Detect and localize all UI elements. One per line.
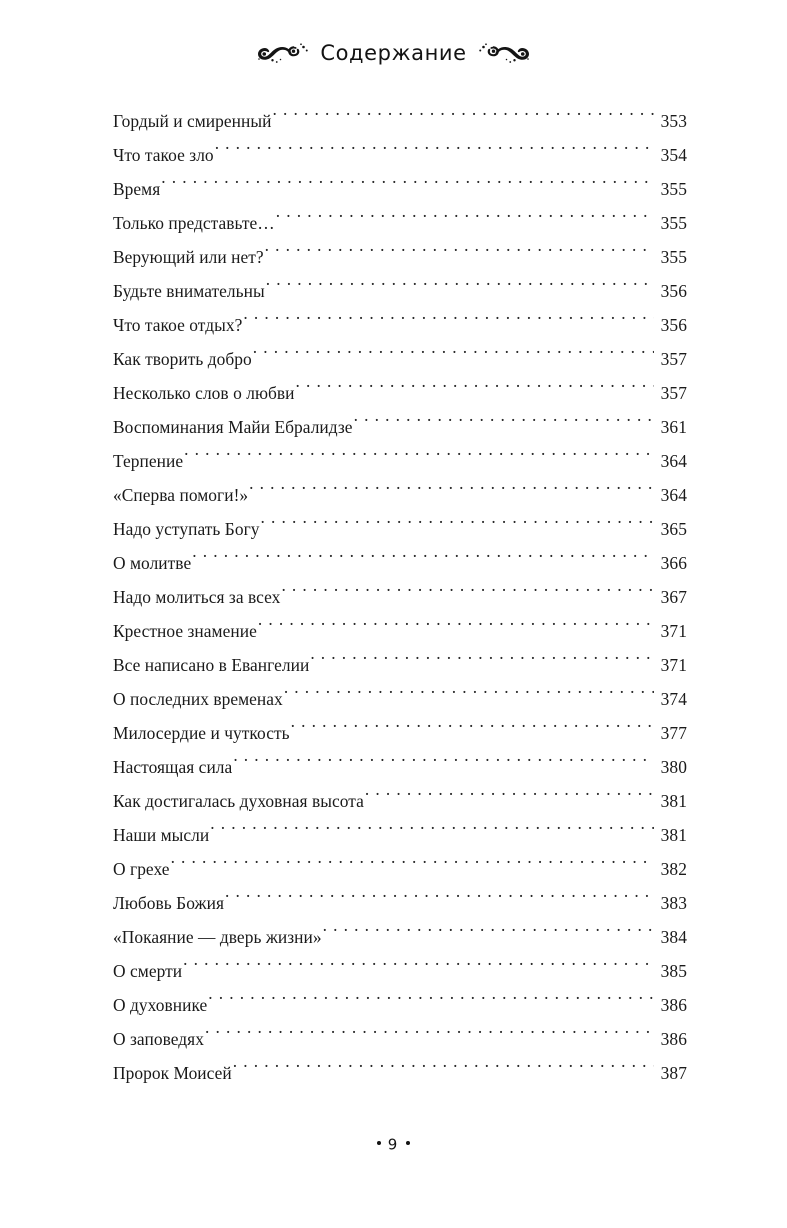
toc-entry-page-number: 386 — [660, 995, 687, 1015]
toc-leader-dots — [215, 143, 654, 161]
toc-entry-page-number: 355 — [660, 213, 687, 233]
page-header — [0, 30, 787, 76]
toc-entry-page-number: 356 — [660, 315, 687, 335]
toc-entry-title: О духовнике — [113, 995, 208, 1015]
toc-entry-page-number: 382 — [660, 859, 687, 879]
toc-entry-page-number: 371 — [660, 621, 687, 641]
toc-entry[interactable] — [113, 512, 687, 546]
toc-entry-page-number: 353 — [660, 111, 687, 131]
toc-entry[interactable] — [113, 920, 687, 954]
toc-entry[interactable] — [113, 1022, 687, 1056]
toc-entry-page-number: 364 — [660, 485, 687, 505]
toc-entry-title: О грехе — [113, 859, 170, 879]
toc-entry-page-number: 377 — [660, 723, 687, 743]
toc-entry[interactable] — [113, 1056, 687, 1090]
toc-entry-title: О последних временах — [113, 689, 283, 709]
toc-entry-title: Милосердие и чуткость — [113, 723, 290, 743]
toc-leader-dots — [210, 823, 654, 841]
table-of-contents — [113, 104, 687, 1090]
toc-entry-page-number: 357 — [660, 383, 687, 403]
toc-entry[interactable] — [113, 104, 687, 138]
toc-leader-dots — [233, 755, 654, 773]
toc-entry[interactable] — [113, 410, 687, 444]
toc-entry-page-number: 366 — [660, 553, 687, 573]
toc-leader-dots — [192, 551, 654, 569]
toc-leader-dots — [253, 347, 654, 365]
toc-entry-title: О смерти — [113, 961, 183, 981]
toc-leader-dots — [272, 109, 654, 127]
toc-entry-page-number: 385 — [660, 961, 687, 981]
toc-entry[interactable] — [113, 240, 687, 274]
flourish-ornament-right-icon — [478, 41, 530, 65]
toc-entry-page-number: 354 — [660, 145, 687, 165]
toc-entry[interactable] — [113, 886, 687, 920]
toc-entry[interactable] — [113, 546, 687, 580]
toc-entry-title: Верующий или нет? — [113, 247, 264, 267]
toc-leader-dots — [205, 1027, 654, 1045]
toc-leader-dots — [281, 585, 654, 603]
toc-entry-title: Пророк Моисей — [113, 1063, 232, 1083]
toc-entry-title: Несколько слов о любви — [113, 383, 295, 403]
toc-leader-dots — [161, 177, 654, 195]
toc-entry-title: О заповедях — [113, 1029, 204, 1049]
toc-entry-title: Воспоминания Майи Ебралидзе — [113, 417, 353, 437]
toc-entry-title: Что такое отдых? — [113, 315, 243, 335]
toc-leader-dots — [365, 789, 654, 807]
toc-leader-dots — [296, 381, 654, 399]
toc-entry[interactable] — [113, 682, 687, 716]
toc-entry[interactable] — [113, 648, 687, 682]
toc-entry-title: Наши мысли — [113, 825, 210, 845]
toc-entry-page-number: 371 — [660, 655, 687, 675]
toc-leader-dots — [233, 1061, 654, 1079]
toc-leader-dots — [258, 619, 654, 637]
toc-leader-dots — [183, 959, 654, 977]
toc-entry-page-number: 374 — [660, 689, 687, 709]
toc-leader-dots — [265, 245, 654, 263]
toc-entry-title: Надо молиться за всех — [113, 587, 281, 607]
toc-entry[interactable] — [113, 376, 687, 410]
toc-entry[interactable] — [113, 308, 687, 342]
toc-entry-title: Как достигалась духовная высота — [113, 791, 364, 811]
toc-entry[interactable] — [113, 342, 687, 376]
toc-entry-page-number: 355 — [660, 247, 687, 267]
page-footer — [0, 1135, 787, 1154]
toc-entry[interactable] — [113, 784, 687, 818]
toc-leader-dots — [354, 415, 654, 433]
toc-entry-page-number: 384 — [660, 927, 687, 947]
toc-entry[interactable] — [113, 716, 687, 750]
toc-entry-title: Терпение — [113, 451, 184, 471]
toc-leader-dots — [208, 993, 654, 1011]
toc-entry-page-number: 364 — [660, 451, 687, 471]
toc-entry-page-number: 387 — [660, 1063, 687, 1083]
toc-entry-page-number: 357 — [660, 349, 687, 369]
toc-entry[interactable] — [113, 818, 687, 852]
toc-entry-title: Гордый и смиренный — [113, 111, 272, 131]
toc-entry-title: Надо уступать Богу — [113, 519, 260, 539]
toc-entry[interactable] — [113, 172, 687, 206]
toc-leader-dots — [243, 313, 654, 331]
toc-entry[interactable] — [113, 852, 687, 886]
toc-entry-page-number: 356 — [660, 281, 687, 301]
toc-leader-dots — [171, 857, 654, 875]
toc-entry-page-number: 381 — [660, 825, 687, 845]
toc-entry[interactable] — [113, 988, 687, 1022]
toc-leader-dots — [310, 653, 654, 671]
toc-entry-title: Что такое зло — [113, 145, 214, 165]
folio-dot-left-icon — [377, 1141, 381, 1145]
toc-entry-title: Любовь Божия — [113, 893, 224, 913]
toc-leader-dots — [291, 721, 654, 739]
toc-entry-title: Настоящая сила — [113, 757, 233, 777]
toc-entry[interactable] — [113, 614, 687, 648]
toc-entry-title: Только представьте… — [113, 213, 275, 233]
toc-leader-dots — [284, 687, 654, 705]
toc-entry-page-number: 367 — [660, 587, 687, 607]
toc-entry[interactable] — [113, 478, 687, 512]
toc-entry-title: Как творить добро — [113, 349, 252, 369]
toc-entry-title: «Покаяние — дверь жизни» — [113, 927, 322, 947]
page-title: Содержание — [320, 40, 467, 65]
toc-entry-title: О молитве — [113, 553, 192, 573]
toc-entry[interactable] — [113, 580, 687, 614]
toc-entry-page-number: 386 — [660, 1029, 687, 1049]
toc-entry-page-number: 383 — [660, 893, 687, 913]
toc-entry[interactable] — [113, 750, 687, 784]
toc-entry[interactable] — [113, 206, 687, 240]
toc-entry[interactable] — [113, 954, 687, 988]
toc-leader-dots — [249, 483, 654, 501]
toc-entry-title: Будьте внимательны — [113, 281, 265, 301]
toc-leader-dots — [266, 279, 654, 297]
folio-number: 9 — [387, 1135, 400, 1154]
toc-entry[interactable] — [113, 138, 687, 172]
toc-entry-page-number: 361 — [660, 417, 687, 437]
flourish-ornament-left-icon — [257, 41, 309, 65]
toc-entry-page-number: 365 — [660, 519, 687, 539]
toc-leader-dots — [184, 449, 654, 467]
toc-leader-dots — [225, 891, 654, 909]
folio-dot-right-icon — [406, 1141, 410, 1145]
toc-leader-dots — [323, 925, 654, 943]
toc-entry[interactable] — [113, 274, 687, 308]
toc-entry-page-number: 355 — [660, 179, 687, 199]
toc-entry-page-number: 381 — [660, 791, 687, 811]
toc-leader-dots — [276, 211, 654, 229]
toc-leader-dots — [261, 517, 654, 535]
toc-entry-page-number: 380 — [660, 757, 687, 777]
toc-entry-title: Все написано в Евангелии — [113, 655, 310, 675]
toc-entry-title: Время — [113, 179, 161, 199]
toc-entry[interactable] — [113, 444, 687, 478]
toc-entry-title: Крестное знамение — [113, 621, 257, 641]
toc-entry-title: «Сперва помоги!» — [113, 485, 249, 505]
